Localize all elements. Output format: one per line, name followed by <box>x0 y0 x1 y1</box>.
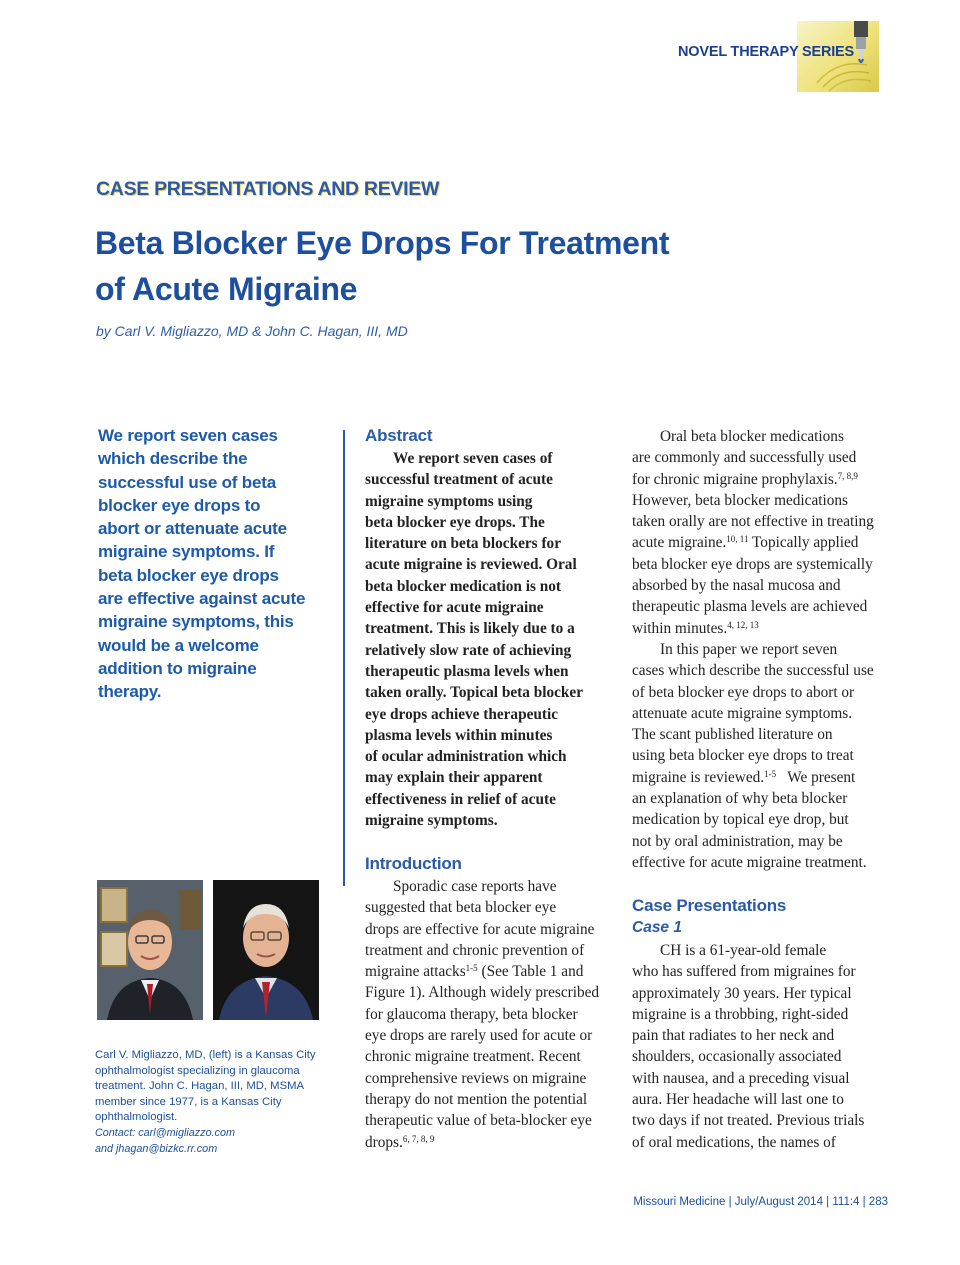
pull-quote-line: addition to migraine <box>98 658 257 678</box>
abstract-line: literature on beta blockers for <box>365 535 561 553</box>
col3-line: acute migraine. <box>632 534 727 552</box>
pull-quote-line: migraine symptoms, this <box>98 612 294 632</box>
pull-quote-line: We report seven cases <box>98 426 278 445</box>
article-title <box>95 220 815 312</box>
col3-line: cases which describe the successful use <box>632 662 874 680</box>
col3-line: for chronic migraine prophylaxis. <box>632 470 838 488</box>
intro-line: suggested that beta blocker eye <box>365 899 557 917</box>
col3-line: of beta blocker eye drops to abort or <box>632 683 855 701</box>
abstract-line: of ocular administration which <box>365 748 567 766</box>
caption-line: ophthalmologist. <box>95 1111 178 1124</box>
column-divider <box>343 430 345 886</box>
intro-line-with-ref <box>365 1132 617 1153</box>
intro-line: drops. <box>365 1133 403 1151</box>
pull-quote-line: which describe the <box>98 449 248 469</box>
case1-line: with nausea, and a preceding visual <box>632 1069 850 1087</box>
intro-line: eye drops are rarely used for acute or <box>365 1027 593 1045</box>
col3-line: medication by topical eye drop, but <box>632 811 849 829</box>
case1-line: two days if not treated. Previous trials <box>632 1112 865 1130</box>
abstract-line: treatment. This is likely due to a <box>365 620 575 638</box>
case1-line: CH is a 61-year-old female <box>660 942 827 959</box>
abstract-text <box>365 448 613 831</box>
author-photo-migliazzo <box>97 880 203 1020</box>
reference-superscript: 6, 7, 8, 9 <box>402 1133 435 1144</box>
case1-line: aura. Her headache will last one to <box>632 1091 844 1109</box>
abstract-line: relatively slow rate of achieving <box>365 641 572 659</box>
intro-line: chronic migraine treatment. Recent <box>365 1048 581 1066</box>
intro-line: migraine attacks <box>365 963 466 981</box>
abstract-line: taken orally. Topical beta blocker <box>365 684 583 702</box>
col3-line: absorbed by the nasal mucosa and <box>632 577 841 595</box>
abstract-heading: Abstract <box>365 426 433 445</box>
title-line-1: Beta Blocker Eye Drops For Treatment <box>95 225 670 261</box>
col3-line: using beta blocker eye drops to treat <box>632 747 854 765</box>
reference-superscript: 10, 11 <box>726 534 749 545</box>
col3-line: Oral beta blocker medications <box>660 428 844 445</box>
case-1-subheading: Case 1 <box>632 919 682 936</box>
pull-quote-line: migraine symptoms. If <box>98 542 275 562</box>
caption-line: ophthalmologist specializing in glaucoma <box>95 1064 300 1077</box>
reference-superscript: 1-5 <box>764 768 777 779</box>
abstract-line: may explain their apparent <box>365 769 543 787</box>
abstract-line: successful treatment of acute <box>365 471 553 489</box>
pull-quote-line: successful use of beta <box>98 472 276 492</box>
section-kicker: CASE PRESENTATIONS AND REVIEW <box>96 178 440 200</box>
case1-line: approximately 30 years. Her typical <box>632 984 852 1002</box>
reference-superscript: 1-5 <box>465 963 478 974</box>
case1-line: shoulders, occasionally associated <box>632 1048 842 1066</box>
case-1-text <box>632 940 892 1153</box>
contact-email-link[interactable]: and jhagan@bizkc.rr.com <box>95 1142 218 1155</box>
pull-quote-line: are effective against acute <box>98 589 306 609</box>
intro-line: Figure 1). Although widely prescribed <box>365 984 600 1002</box>
title-line-2: of Acute Migraine <box>95 271 358 307</box>
abstract-line: eye drops achieve therapeutic <box>365 705 559 723</box>
col3-line: migraine is reviewed. <box>632 768 765 786</box>
introduction-heading: Introduction <box>365 854 462 873</box>
photo-caption <box>95 1048 335 1157</box>
pull-quote-line: beta blocker eye drops <box>98 565 279 585</box>
abstract-line: effective for acute migraine <box>365 599 544 617</box>
caption-line: treatment. John C. Hagan, III, MD, MSMA <box>95 1080 305 1093</box>
abstract-line: effectiveness in relief of acute <box>365 790 556 808</box>
abstract-line: migraine symptoms. <box>365 812 498 830</box>
intro-line: Sporadic case reports have <box>393 878 557 895</box>
intro-line-with-ref <box>365 961 617 982</box>
intro-line: therapeutic value of beta-blocker eye <box>365 1112 592 1130</box>
page-footer: Missouri Medicine | July/August 2014 | 111:4 | 283 <box>633 1196 888 1208</box>
intro-line: drops are effective for acute migraine <box>365 920 595 938</box>
col3-line: attenuate acute migraine symptoms. <box>632 704 853 722</box>
abstract-line: plasma levels within minutes <box>365 726 553 744</box>
abstract-line: We report seven cases of <box>393 450 553 467</box>
col3-line: effective for acute migraine treatment. <box>632 853 867 871</box>
case1-line: of oral medications, the names of <box>632 1133 836 1151</box>
col3-line-with-ref <box>632 767 892 788</box>
intro-line: for glaucoma therapy, beta blocker <box>365 1005 578 1023</box>
col3-line: beta blocker eye drops are systemically <box>632 555 873 573</box>
series-label: NOVEL THERAPY SERIES <box>678 44 854 60</box>
caption-line: member since 1977, is a Kansas City <box>95 1095 282 1108</box>
pull-quote-line: would be a welcome <box>98 635 259 655</box>
contact-email-link[interactable]: Contact: carl@migliazzo.com <box>95 1126 235 1139</box>
reference-superscript: 4, 12, 13 <box>727 619 759 630</box>
column3-text <box>632 426 892 873</box>
col3-line-with-ref <box>632 532 892 553</box>
col3-line: an explanation of why beta blocker <box>632 790 848 808</box>
col3-line: not by oral administration, may be <box>632 832 843 850</box>
col3-line-with-ref <box>632 618 892 639</box>
pull-quote-line: abort or attenuate acute <box>98 519 287 539</box>
case-presentations-heading: Case Presentations <box>632 896 787 915</box>
pull-quote-line: therapy. <box>98 682 162 702</box>
col3-line: therapeutic plasma levels are achieved <box>632 598 868 616</box>
abstract-line: acute migraine is reviewed. Oral <box>365 556 577 574</box>
case1-line: who has suffered from migraines for <box>632 963 856 981</box>
col3-line: The scant published literature on <box>632 726 833 744</box>
abstract-line: beta blocker medication is not <box>365 577 562 595</box>
col3-line: In this paper we report seven <box>660 640 838 658</box>
col3-line: However, beta blocker medications <box>632 491 849 509</box>
reference-superscript: 7, 8,9 <box>837 470 858 481</box>
intro-line: treatment and chronic prevention of <box>365 941 585 959</box>
byline: by Carl V. Migliazzo, MD & John C. Hagan, III, MD <box>96 323 408 339</box>
abstract-line: migraine symptoms using <box>365 492 533 510</box>
intro-line: (See Table 1 and <box>481 963 584 981</box>
intro-line: comprehensive reviews on migraine <box>365 1069 587 1087</box>
author-photo-hagan <box>213 880 319 1020</box>
pull-quote <box>98 424 326 704</box>
intro-line: therapy do not mention the potential <box>365 1090 588 1108</box>
case1-line: migraine is a throbbing, right-sided <box>632 1005 849 1023</box>
col3-line: are commonly and successfully used <box>632 449 857 467</box>
col3-line-with-ref <box>632 469 892 490</box>
case1-line: pain that radiates to her neck and <box>632 1027 835 1045</box>
introduction-text <box>365 876 617 1153</box>
col3-line: taken orally are not effective in treating <box>632 513 874 531</box>
caption-line: Carl V. Migliazzo, MD, (left) is a Kansas City <box>95 1049 316 1061</box>
abstract-line: therapeutic plasma levels when <box>365 662 569 680</box>
col3-line: within minutes. <box>632 619 728 637</box>
pull-quote-line: blocker eye drops to <box>98 495 261 515</box>
abstract-line: beta blocker eye drops. The <box>365 513 545 531</box>
col3-line: Topically applied <box>748 534 859 552</box>
col3-line: We present <box>776 768 856 786</box>
